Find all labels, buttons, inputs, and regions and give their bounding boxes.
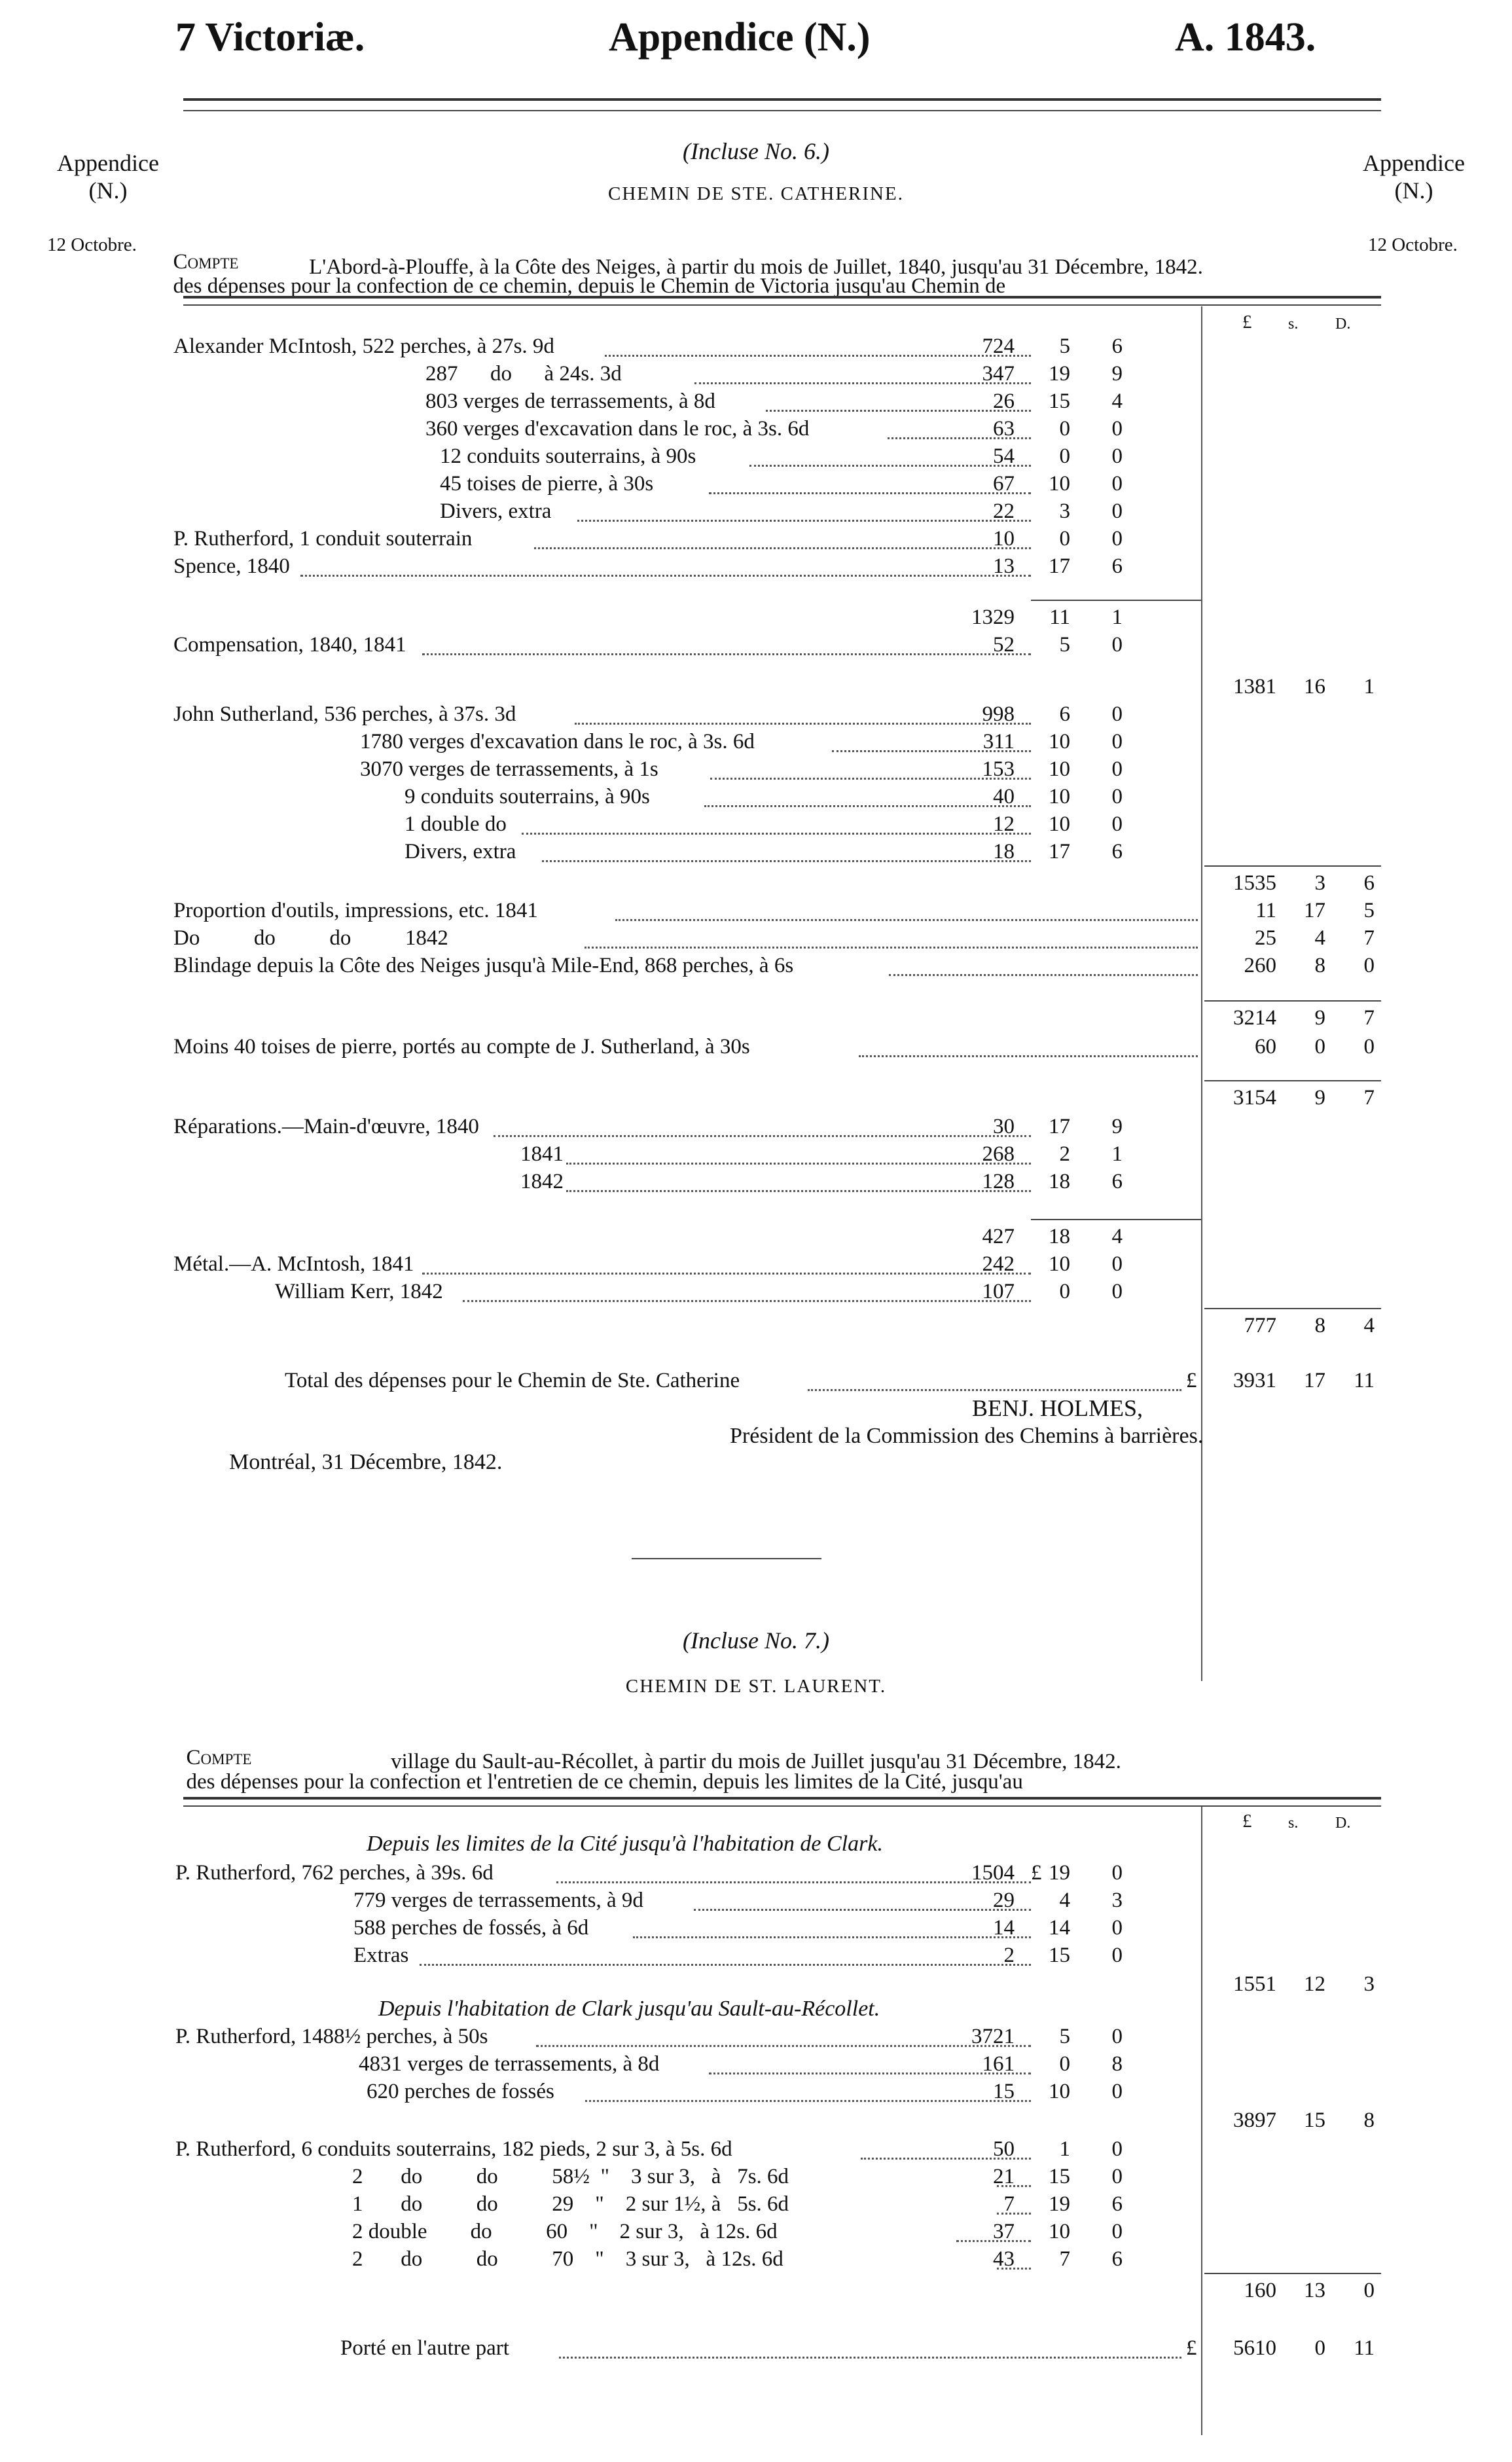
amount-outer-shillings: 9 (1314, 1006, 1325, 1030)
inclusion-6-title: (Incluse No. 6.) (683, 138, 829, 164)
amount-outer-pence: 7 (1363, 1006, 1375, 1030)
section-separator (632, 1558, 821, 1559)
amount-inner-pounds: 13 (993, 554, 1015, 578)
row-label: 1 do do 29 " 2 sur 1½, à 5s. 6d (352, 2192, 789, 2216)
amount-inner-pounds: 50 (993, 2137, 1015, 2161)
margin-right-appendice: Appendice (1363, 150, 1465, 176)
amount-inner-pence: 0 (1111, 730, 1123, 753)
amount-inner-pounds: 14 (993, 1916, 1015, 1940)
amount-inner-shillings: 18 (1049, 1170, 1070, 1193)
col-pounds-7: £ (1242, 1811, 1252, 1832)
amount-inner-pence: 0 (1111, 1252, 1123, 1276)
amount-outer-pence: 6 (1363, 871, 1375, 895)
amount-inner-pounds: 15 (993, 2080, 1015, 2103)
row-label: Extras (353, 1944, 409, 1967)
col-pounds-6: £ (1242, 312, 1252, 333)
ledger-row (0, 700, 1512, 728)
amount-inner-pence: 0 (1111, 499, 1123, 523)
amount-outer-shillings: 12 (1304, 1972, 1325, 1996)
amount-inner-pence: 6 (1111, 1170, 1123, 1193)
ledger-row (0, 388, 1512, 415)
amount-outer-pounds: 777 (1244, 1314, 1276, 1337)
amount-inner-pounds: 153 (982, 757, 1015, 781)
amount-inner-pounds: 347 (982, 362, 1015, 386)
ledger-row (0, 2050, 1512, 2078)
dot-leader (808, 1369, 1182, 1391)
amount-inner-shillings: 15 (1049, 1944, 1070, 1967)
inclusion-7-title: (Incluse No. 7.) (683, 1627, 829, 1654)
col-shillings-6: s. (1288, 316, 1299, 333)
amount-inner-pounds: 242 (982, 1252, 1015, 1276)
amount-inner-pounds: 52 (993, 633, 1015, 657)
amount-inner-pounds: 10 (993, 527, 1015, 551)
signature-role: Président de la Commission des Chemins à barrières. (730, 1424, 1204, 1448)
row-label: Blindage depuis la Côte des Neiges jusqu'à Mile-End, 868 perches, à 6s (173, 954, 794, 977)
pound-sign: £ (1186, 1369, 1197, 1392)
amount-inner-pounds: 21 (993, 2165, 1015, 2188)
row-label: Compensation, 1840, 1841 (173, 633, 406, 657)
ledger-row (0, 2245, 1512, 2273)
row-label: P. Rutherford, 6 conduits souterrains, 182 pieds, 2 sur 3, à 5s. 6d (175, 2137, 732, 2161)
amount-inner-shillings: 0 (1059, 2052, 1070, 2076)
subtotal-rule (1031, 1219, 1201, 1220)
ledger-row (0, 952, 1512, 979)
amount-inner-pounds: 2 (1003, 1944, 1015, 1967)
row-label: William Kerr, 1842 (275, 1280, 443, 1303)
row-label: 1 double do (405, 812, 507, 836)
amount-outer-pence: 0 (1363, 2279, 1375, 2302)
amount-inner-shillings: 18 (1049, 1225, 1070, 1248)
amount-inner-pence: 8 (1111, 2052, 1123, 2076)
ledger-row (0, 2190, 1512, 2218)
amount-outer-shillings: 0 (1314, 2336, 1325, 2360)
row-label: 1842 (520, 1170, 564, 1193)
ledger-row (0, 2107, 1512, 2134)
amount-outer-pounds: 3154 (1233, 1086, 1276, 1110)
amount-inner-shillings: 0 (1059, 527, 1070, 551)
row-label: 2 do do 70 " 3 sur 3, à 12s. 6d (352, 2247, 783, 2271)
subheading-cite-to-clark: Depuis les limites de la Cité jusqu'à l'habitation de Clark. (367, 1832, 883, 1856)
amount-inner-pence: 6 (1111, 335, 1123, 358)
amount-inner-shillings: 6 (1059, 702, 1070, 726)
amount-inner-shillings: 10 (1049, 2220, 1070, 2243)
row-label: Porté en l'autre part (340, 2336, 509, 2360)
amount-inner-pence: 0 (1111, 702, 1123, 726)
amount-inner-shillings: 19 (1049, 362, 1070, 386)
ledger-row (0, 498, 1512, 525)
amount-inner-pence: 0 (1111, 527, 1123, 551)
amount-outer-pence: 0 (1363, 954, 1375, 977)
amount-outer-pence: 7 (1363, 1086, 1375, 1110)
amount-inner-pounds: 724 (982, 335, 1015, 358)
amount-inner-shillings: 7 (1059, 2247, 1070, 2271)
row-label: Do do do 1842 (173, 926, 448, 950)
dot-leader (615, 899, 1198, 921)
amount-inner-pence: 6 (1111, 554, 1123, 578)
amount-inner-pounds: 1329 (971, 606, 1015, 629)
amount-inner-shillings: 14 (1049, 1916, 1070, 1940)
amount-inner-pence: 9 (1111, 362, 1123, 386)
ledger-row (0, 1223, 1512, 1250)
ledger-row (0, 333, 1512, 360)
amount-inner-shillings: 15 (1049, 2165, 1070, 2188)
amount-outer-pence: 0 (1363, 1035, 1375, 1059)
amount-inner-pence: 6 (1111, 840, 1123, 863)
margin-right-date: 12 Octobre. (1368, 234, 1458, 255)
amount-inner-shillings: 1 (1059, 2137, 1070, 2161)
amount-outer-shillings: 8 (1314, 1314, 1325, 1337)
amount-inner-pounds: 43 (993, 2247, 1015, 2271)
ledger-row (0, 1914, 1512, 1942)
subtotal-rule (1204, 865, 1381, 867)
signature-name: BENJ. HOLMES, (972, 1395, 1143, 1421)
ledger-row (0, 1168, 1512, 1195)
ledger-row (0, 2135, 1512, 2163)
amount-inner-shillings: 10 (1049, 472, 1070, 496)
row-label: 1841 (520, 1142, 564, 1166)
account-title-7-line2: village du Sault-au-Récollet, à partir du mois de Juillet jusqu'au 31 Décembre, 1842. (391, 1750, 1121, 1773)
amount-inner-pounds: 3721 (971, 2025, 1015, 2048)
row-label: Spence, 1840 (173, 554, 290, 578)
amount-outer-shillings: 8 (1314, 954, 1325, 977)
amount-outer-pence: 1 (1363, 675, 1375, 698)
amount-inner-pence: 0 (1111, 633, 1123, 657)
amount-outer-pence: 11 (1354, 1369, 1375, 1392)
margin-left-n: (N.) (88, 177, 128, 204)
ledger-row (0, 838, 1512, 865)
amount-outer-shillings: 4 (1314, 926, 1325, 950)
amount-inner-pence: 6 (1111, 2192, 1123, 2216)
row-label: 4831 verges de terrassements, à 8d (359, 2052, 660, 2076)
ledger-row (0, 552, 1512, 580)
ledger-row (0, 1250, 1512, 1278)
col-pence-7: D. (1335, 1815, 1351, 1832)
row-label: 3070 verges de terrassements, à 1s (360, 757, 658, 781)
row-label: 1780 verges d'excavation dans le roc, à 3s. 6d (360, 730, 755, 753)
row-label: Métal.—A. McIntosh, 1841 (173, 1252, 414, 1276)
compte-word-7: Compte (186, 1746, 252, 1769)
subtotal-rule (1204, 1000, 1381, 1002)
margin-left-date: 12 Octobre. (47, 234, 137, 255)
row-label: 779 verges de terrassements, à 9d (353, 1889, 643, 1912)
ledger-row (0, 2218, 1512, 2245)
amount-inner-pence: 6 (1111, 2247, 1123, 2271)
amount-outer-pounds: 3214 (1233, 1006, 1276, 1030)
ledger-row (0, 810, 1512, 838)
section6-rule-a (183, 296, 1381, 299)
amount-inner-pence: 0 (1111, 2025, 1123, 2048)
amount-inner-pounds: 128 (982, 1170, 1015, 1193)
amount-inner-shillings: 0 (1059, 1280, 1070, 1303)
amount-inner-shillings: 3 (1059, 499, 1070, 523)
amount-inner-pounds: 54 (993, 444, 1015, 468)
amount-inner-pence: 0 (1111, 2220, 1123, 2243)
header-rule-top (183, 98, 1381, 101)
ledger-row (0, 783, 1512, 810)
amount-outer-pounds: 1535 (1233, 871, 1276, 895)
subtotal-rule (1204, 1308, 1381, 1309)
pound-sign: £ (1186, 2336, 1197, 2360)
header-rule-bottom (183, 110, 1381, 111)
amount-outer-pence: 5 (1363, 899, 1375, 922)
row-label: 45 toises de pierre, à 30s (440, 472, 654, 496)
amount-outer-pence: 7 (1363, 926, 1375, 950)
ledger-row (0, 1942, 1512, 1969)
amount-inner-pence: 0 (1111, 757, 1123, 781)
row-label: 2 double do 60 " 2 sur 3, à 12s. 6d (352, 2220, 778, 2243)
dot-leader (585, 927, 1198, 949)
amount-outer-pence: 11 (1354, 2336, 1375, 2360)
amount-inner-pounds: 998 (982, 702, 1015, 726)
amount-outer-pounds: 5610 (1233, 2336, 1276, 2360)
ledger-row (0, 2078, 1512, 2105)
amount-inner-pounds: 63 (993, 417, 1015, 441)
margin-left-appendice: Appendice (57, 150, 159, 176)
account-title-6-line2: L'Abord-à-Plouffe, à la Côte des Neiges, à partir du mois de Juillet, 1840, jusqu'au 31 Décembre, 1842. (309, 255, 1203, 279)
ledger-row (0, 1859, 1512, 1887)
row-label: 12 conduits souterrains, à 90s (440, 444, 696, 468)
dot-leader (422, 634, 1031, 655)
account-title-7-text1: des dépenses pour la confection et l'entretien de ce chemin, depuis les limites de la Cité, jusqu'au (186, 1770, 1023, 1794)
header-regnal-year: 7 Victoriæ. (175, 15, 365, 60)
amount-inner-shillings: 4 (1059, 1889, 1070, 1912)
road-name-6: CHEMIN DE STE. CATHERINE. (608, 183, 904, 204)
amount-inner-shillings: 17 (1049, 554, 1070, 578)
ledger-row (0, 1033, 1512, 1060)
header-year: A. 1843. (1175, 15, 1316, 60)
row-label: 360 verges d'excavation dans le roc, à 3s. 6d (425, 417, 810, 441)
dot-leader (420, 1944, 1031, 1966)
amount-inner-pence: 0 (1111, 2080, 1123, 2103)
amount-inner-pounds: 40 (993, 785, 1015, 808)
ledger-row (0, 2163, 1512, 2190)
amount-inner-shillings: 5 (1059, 335, 1070, 358)
ledger-row (0, 1970, 1512, 1998)
amount-inner-pence: 4 (1111, 389, 1123, 413)
amount-inner-shillings: 19 (1049, 1861, 1070, 1885)
amount-outer-shillings: 16 (1304, 675, 1325, 698)
amount-inner-shillings: 0 (1059, 444, 1070, 468)
dot-leader (859, 1036, 1198, 1057)
margin-right-n: (N.) (1394, 177, 1433, 204)
amount-inner-shillings: 10 (1049, 785, 1070, 808)
amount-inner-pounds: 37 (993, 2220, 1015, 2243)
amount-inner-shillings: 2 (1059, 1142, 1070, 1166)
amount-outer-pounds: 1551 (1233, 1972, 1276, 1996)
amount-inner-pounds: 7 (1003, 2192, 1015, 2216)
amount-inner-pounds: 161 (982, 2052, 1015, 2076)
row-label: P. Rutherford, 1488½ perches, à 50s (175, 2025, 488, 2048)
amount-inner-shillings: 10 (1049, 2080, 1070, 2103)
row-label: 803 verges de terrassements, à 8d (425, 389, 715, 413)
amount-inner-pence: 0 (1111, 1861, 1123, 1885)
row-label: John Sutherland, 536 perches, à 37s. 3d (173, 702, 516, 726)
amount-inner-pence: 1 (1111, 1142, 1123, 1166)
dot-leader (559, 2337, 1182, 2359)
amount-outer-pounds: 3931 (1233, 1369, 1276, 1392)
amount-outer-shillings: 13 (1304, 2279, 1325, 2302)
row-label: 588 perches de fossés, à 6d (353, 1916, 589, 1940)
subtotal-rule (1204, 2273, 1381, 2274)
subtotal-rule (1204, 1080, 1381, 1081)
amount-inner-pence: 0 (1111, 785, 1123, 808)
section7-rule-a (183, 1797, 1381, 1800)
amount-inner-pounds: 268 (982, 1142, 1015, 1166)
dot-leader (422, 1253, 1031, 1275)
dot-leader (889, 954, 1198, 976)
amount-inner-pounds: 22 (993, 499, 1015, 523)
ledger-row (0, 470, 1512, 498)
subheading-clark-to-sault: Depuis l'habitation de Clark jusqu'au Sault-au-Récollet. (378, 1997, 880, 2021)
amount-inner-pounds: 26 (993, 389, 1015, 413)
amount-inner-pence: 0 (1111, 1916, 1123, 1940)
ledger-row (0, 755, 1512, 783)
amount-inner-shillings: 11 (1049, 606, 1070, 629)
amount-inner-pounds: 18 (993, 840, 1015, 863)
amount-outer-shillings: 17 (1304, 1369, 1325, 1392)
header-appendix: Appendice (N.) (609, 15, 871, 60)
pound-sign: £ (1031, 1861, 1042, 1885)
amount-inner-pence: 0 (1111, 472, 1123, 496)
section6-rule-b (183, 304, 1381, 306)
ledger-row (0, 924, 1512, 952)
row-label: Moins 40 toises de pierre, portés au compte de J. Sutherland, à 30s (173, 1035, 750, 1059)
amount-inner-pounds: 107 (982, 1280, 1015, 1303)
amount-inner-pence: 0 (1111, 444, 1123, 468)
amount-inner-shillings: 15 (1049, 389, 1070, 413)
ledger-row (0, 897, 1512, 924)
amount-inner-pence: 3 (1111, 1889, 1123, 1912)
row-label: 287 do à 24s. 3d (425, 362, 622, 386)
amount-outer-pounds: 3897 (1233, 2109, 1276, 2132)
amount-inner-shillings: 19 (1049, 2192, 1070, 2216)
amount-inner-pence: 0 (1111, 1280, 1123, 1303)
ledger-row (0, 1367, 1512, 1394)
amount-inner-shillings: 10 (1049, 730, 1070, 753)
row-label: 2 do do 58½ " 3 sur 3, à 7s. 6d (352, 2165, 789, 2188)
ledger-row (0, 1140, 1512, 1168)
compte-word: Compte (173, 250, 239, 274)
col-shillings-7: s. (1288, 1815, 1299, 1832)
amount-inner-pence: 0 (1111, 417, 1123, 441)
account-title-6-text1: des dépenses pour la confection de ce chemin, depuis le Chemin de Victoria jusqu'au Chemin de (173, 274, 1006, 298)
amount-inner-shillings: 17 (1049, 840, 1070, 863)
ledger-row (0, 631, 1512, 659)
row-label: Réparations.—Main-d'œuvre, 1840 (173, 1115, 479, 1138)
ledger-row (0, 1004, 1512, 1032)
amount-outer-shillings: 3 (1314, 871, 1325, 895)
ledger-row (0, 1278, 1512, 1305)
amount-outer-pounds: 1381 (1233, 675, 1276, 698)
subtotal-rule (1031, 600, 1201, 601)
ledger-row (0, 1084, 1512, 1112)
amount-outer-pence: 8 (1363, 2109, 1375, 2132)
dot-leader (300, 555, 1031, 577)
ledger-row (0, 415, 1512, 443)
amount-inner-shillings: 10 (1049, 1252, 1070, 1276)
amount-inner-pence: 4 (1111, 1225, 1123, 1248)
row-label: P. Rutherford, 762 perches, à 39s. 6d (175, 1861, 494, 1885)
ledger-row (0, 443, 1512, 470)
amount-inner-pounds: 29 (993, 1889, 1015, 1912)
ledger-row (0, 728, 1512, 755)
ledger-row (0, 1887, 1512, 1914)
ledger-row (0, 604, 1512, 631)
amount-outer-pounds: 60 (1255, 1035, 1276, 1059)
amount-inner-shillings: 5 (1059, 633, 1070, 657)
ledger-row (0, 2277, 1512, 2304)
amount-outer-shillings: 9 (1314, 1086, 1325, 1110)
row-label: Divers, extra (405, 840, 516, 863)
amount-outer-pounds: 260 (1244, 954, 1276, 977)
row-label: 620 perches de fossés (367, 2080, 554, 2103)
ledger-row (0, 2023, 1512, 2050)
amount-inner-pounds: 12 (993, 812, 1015, 836)
amount-outer-shillings: 0 (1314, 1035, 1325, 1059)
amount-outer-pounds: 25 (1255, 926, 1276, 950)
row-label: Total des dépenses pour le Chemin de Ste. Catherine (285, 1369, 740, 1392)
col-pence-6: D. (1335, 316, 1351, 333)
amount-inner-pounds: 311 (982, 730, 1015, 753)
row-label: Alexander McIntosh, 522 perches, à 27s. 9d (173, 335, 554, 358)
amount-inner-pounds: 30 (993, 1115, 1015, 1138)
ledger-row (0, 360, 1512, 388)
ledger-row (0, 525, 1512, 552)
amount-inner-shillings: 10 (1049, 812, 1070, 836)
ledger-row (0, 673, 1512, 700)
amount-inner-shillings: 0 (1059, 417, 1070, 441)
place-date: Montréal, 31 Décembre, 1842. (229, 1450, 503, 1474)
amount-inner-shillings: 10 (1049, 757, 1070, 781)
ledger-row (0, 1312, 1512, 1339)
amount-outer-pence: 3 (1363, 1972, 1375, 1996)
row-label: Proportion d'outils, impressions, etc. 1841 (173, 899, 538, 922)
amount-outer-pence: 4 (1363, 1314, 1375, 1337)
amount-inner-pounds: 427 (982, 1225, 1015, 1248)
amount-inner-pence: 1 (1111, 606, 1123, 629)
amount-inner-pence: 0 (1111, 2165, 1123, 2188)
ledger-row (0, 1113, 1512, 1140)
amount-inner-shillings: 17 (1049, 1115, 1070, 1138)
ledger-row (0, 2334, 1512, 2362)
row-label: P. Rutherford, 1 conduit souterrain (173, 527, 473, 551)
row-label: Divers, extra (440, 499, 552, 523)
row-label: 9 conduits souterrains, à 90s (405, 785, 650, 808)
amount-inner-pence: 0 (1111, 2137, 1123, 2161)
amount-inner-shillings: 5 (1059, 2025, 1070, 2048)
amount-inner-pence: 0 (1111, 812, 1123, 836)
ledger-row (0, 869, 1512, 897)
road-name-7: CHEMIN DE ST. LAURENT. (625, 1676, 887, 1697)
amount-inner-pounds: 67 (993, 472, 1015, 496)
amount-inner-pounds: 1504 (971, 1861, 1015, 1885)
amount-outer-shillings: 15 (1304, 2109, 1325, 2132)
amount-outer-pounds: 11 (1255, 899, 1276, 922)
amount-outer-shillings: 17 (1304, 899, 1325, 922)
amount-outer-pounds: 160 (1244, 2279, 1276, 2302)
amount-inner-pence: 0 (1111, 1944, 1123, 1967)
amount-inner-pence: 9 (1111, 1115, 1123, 1138)
